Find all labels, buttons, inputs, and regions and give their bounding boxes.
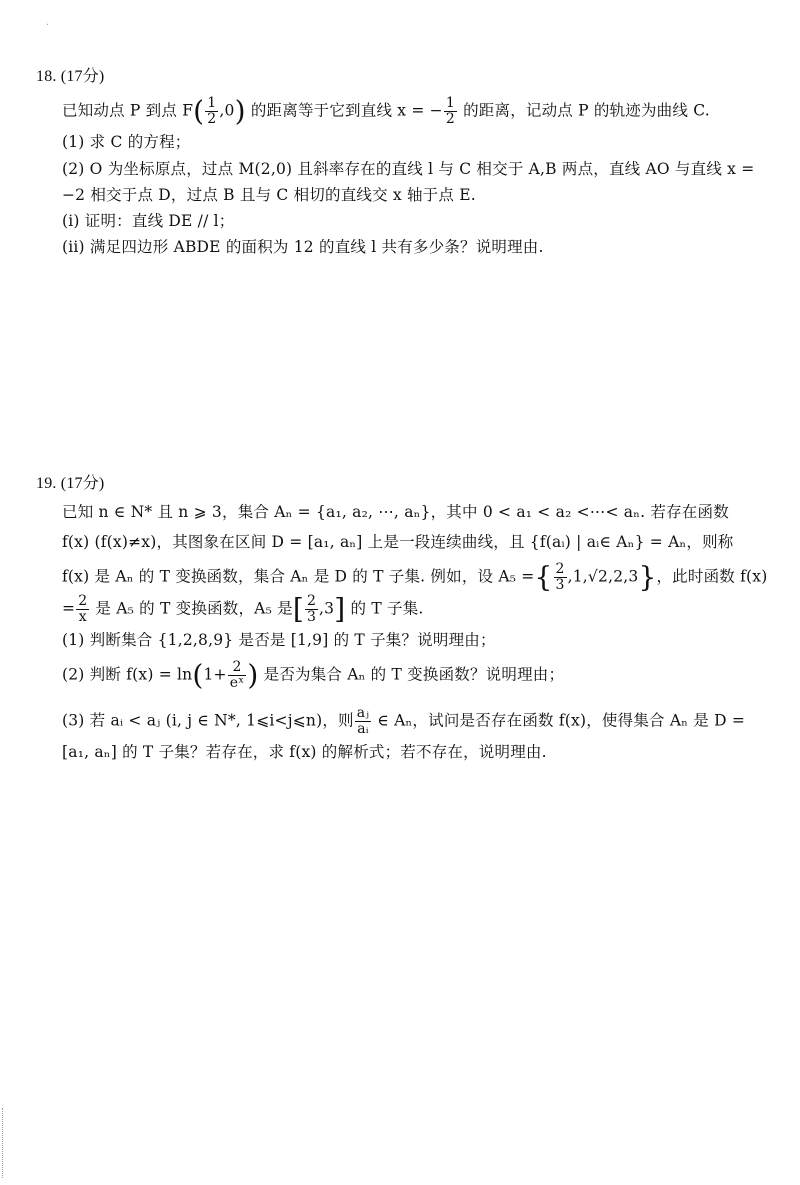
q19-part2-post: 是否为集合 Aₙ 的 T 变换函数？说明理由； (258, 665, 565, 684)
q19-number: 19. (17分) (36, 475, 105, 492)
q19-interval-rest: ,3 (319, 599, 335, 618)
q19-line3-pre: f(x) 是 Aₙ 的 T 变换函数，集合 Aₙ 是 D 的 T 子集. 例如，设 A₅ = (62, 567, 535, 586)
bracket-left: [ (292, 592, 304, 626)
brace-right: } (638, 560, 657, 594)
fraction-denominator: 2 (445, 111, 455, 127)
fraction-two-thirds (554, 562, 567, 593)
q19-part3-pre: (3) 若 aᵢ < aⱼ (i, j ∈ N*, 1⩽i<j⩽n)，则 (62, 711, 354, 730)
fraction-numerator: aⱼ (356, 705, 370, 721)
brace-left: { (534, 560, 553, 594)
q19-line1: 已知 n ∈ N* 且 n ⩾ 3，集合 Aₙ = {a₁, a₂, ⋯, aₙ}，其中 0 < a₁ < a₂ <⋯< aₙ. 若存在函数 (62, 503, 729, 521)
q18-stem-pre: 已知动点 P 到点 F (62, 101, 194, 120)
q19-line4-mid: 是 A₅ 的 T 变换函数，A₅ 是 (90, 599, 293, 618)
q19-part3 (62, 706, 745, 737)
paren-right: ) (247, 658, 259, 692)
binding-edge-dots (2, 1108, 6, 1178)
q18-part2-line2: −2 相交于点 D，过点 B 且与 C 相切的直线交 x 轴于点 E. (62, 186, 476, 204)
fraction-numerator: 1 (207, 95, 217, 111)
paren-left: ( (192, 658, 204, 692)
q19-part2-one: 1+ (203, 665, 227, 684)
fraction-numerator: 2 (306, 593, 317, 609)
fraction-denominator: aᵢ (357, 721, 369, 737)
q19-part3-post: ∈ Aₙ，试问是否存在函数 f(x)，使得集合 Aₙ 是 D = (372, 711, 746, 730)
fraction-numerator: 2 (228, 660, 247, 676)
fraction-denominator: 3 (306, 609, 317, 625)
q18-stem-mid2: 的距离等于它到直线 x = − (245, 101, 443, 120)
q19-part2-pre: (2) 判断 f(x) = ln (62, 665, 193, 684)
paren-right: ) (234, 94, 246, 128)
q18-part2-line1: (2) O 为坐标原点，过点 M(2,0) 且斜率存在的直线 l 与 C 相交于 A,B 两点，直线 AO 与直线 x = (62, 160, 755, 178)
fraction-denominator: 3 (555, 577, 565, 593)
q18-stem-mid: ,0 (219, 101, 235, 120)
fraction-x (444, 96, 457, 127)
q19-line3-post: ，此时函数 f(x) (656, 567, 768, 586)
q19-line4-post: 的 T 子集. (345, 599, 424, 618)
q19-part2 (62, 660, 564, 691)
q18-part2-ii: (ii) 满足四边形 ABDE 的面积为 12 的直线 l 共有多少条？说明理由. (62, 238, 544, 256)
q18-stem-post: 的距离，记动点 P 的轨迹为曲线 C. (457, 101, 710, 120)
fraction-numerator: 2 (78, 593, 88, 609)
fraction-numerator: 2 (555, 561, 565, 577)
fraction-denominator: eˣ (229, 675, 245, 691)
fraction-two-over-x (76, 594, 89, 625)
q19-set-rest: ,1,√2,2,3 (567, 567, 639, 586)
q19-part1: (1) 判断集合 {1,2,8,9} 是否是 [1,9] 的 T 子集？说明理由； (62, 631, 496, 649)
q19-line4 (62, 594, 424, 625)
q18-part2-i: (i) 证明：直线 DE // l； (62, 212, 235, 230)
q19-line2: f(x) (f(x)≠x)，其图象在区间 D = [a₁, aₙ] 上是一段连续曲线，且 {f(aᵢ) | aᵢ∈ Aₙ} = Aₙ，则称 (62, 533, 734, 551)
corner-dot: · (46, 20, 50, 31)
q18-part1: (1) 求 C 的方程； (62, 133, 191, 151)
q18-stem (62, 96, 710, 127)
fraction-aj-over-ai (355, 706, 371, 737)
q19-line3 (62, 562, 767, 593)
fraction-two-over-ex (228, 660, 247, 691)
fraction-f (205, 96, 218, 127)
fraction-denominator: x (78, 609, 87, 625)
bracket-right: ] (334, 592, 346, 626)
q19-part3-line2: [a₁, aₙ] 的 T 子集？若存在，求 f(x) 的解析式；若不存在，说明理由. (62, 743, 547, 761)
q19-line4-eq: = (62, 599, 76, 618)
paren-left: ( (193, 94, 205, 128)
fraction-numerator: 1 (445, 95, 455, 111)
fraction-interval (305, 594, 318, 625)
fraction-denominator: 2 (207, 111, 217, 127)
q18-number: 18. (17分) (36, 68, 105, 85)
